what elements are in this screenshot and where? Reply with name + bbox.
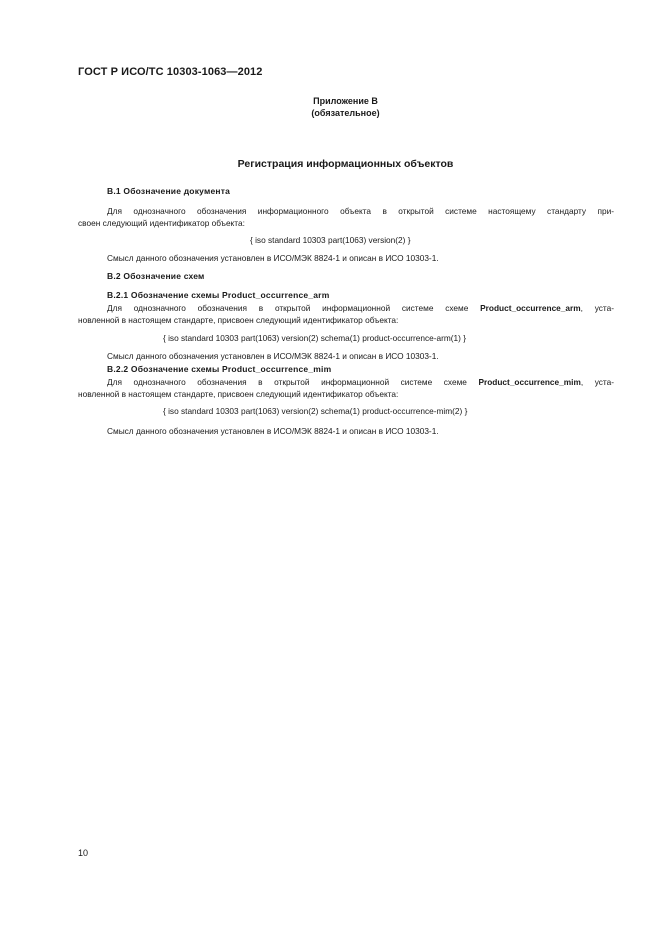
b22-paragraph-line1 <box>78 376 614 388</box>
page-number: 10 <box>78 848 89 858</box>
b21-paragraph-line2: новленной в настоящем стандарте, присвоен следующий идентификатор объекта: <box>78 315 399 325</box>
b1-paragraph <box>78 205 614 229</box>
annex-title: Приложение В <box>313 96 378 106</box>
b21-paragraph-pre: Для однозначного обозначения в открытой информационной системе схеме <box>107 303 481 313</box>
b22-heading: В.2.2 Обозначение схемы Product_occurrence_mim <box>107 364 332 374</box>
b22-paragraph-pre: Для однозначного обозначения в открытой информационной системе схеме <box>107 377 479 387</box>
b1-paragraph-line2: своен следующий идентификатор объекта: <box>78 218 245 228</box>
b2-heading: В.2 Обозначение схем <box>107 271 205 281</box>
b21-paragraph <box>78 302 614 326</box>
b21-paragraph-post: , уста- <box>580 303 614 313</box>
b1-identifier: { iso standard 10303 part(1063) version(2) } <box>250 235 411 245</box>
b22-schema-name: Product_occurrence_mim <box>478 377 581 387</box>
document-header: ГОСТ Р ИСО/ТС 10303-1063—2012 <box>78 66 263 78</box>
b21-paragraph-line1 <box>78 302 614 314</box>
b21-schema-name: Product_occurrence_arm <box>480 303 581 313</box>
b22-paragraph <box>78 376 614 400</box>
b1-heading: В.1 Обозначение документа <box>107 186 231 196</box>
annex-heading <box>0 95 661 119</box>
b22-meaning: Смысл данного обозначения установлен в ИСО/МЭК 8824-1 и описан в ИСО 10303-1. <box>107 426 439 436</box>
b22-paragraph-post: , уста- <box>580 377 614 387</box>
b21-identifier: { iso standard 10303 part(1063) version(2) schema(1) product-occurrence-arm(1) } <box>163 333 466 343</box>
annex-subtitle: (обязательное) <box>311 108 380 118</box>
section-title: Регистрация информационных объектов <box>237 158 454 170</box>
b22-identifier: { iso standard 10303 part(1063) version(2) schema(1) product-occurrence-mim(2) } <box>163 406 468 416</box>
b1-meaning: Смысл данного обозначения установлен в ИСО/МЭК 8824-1 и описан в ИСО 10303-1. <box>107 253 439 263</box>
b22-paragraph-line2: новленной в настоящем стандарте, присвоен следующий идентификатор объекта: <box>78 389 399 399</box>
b21-heading: В.2.1 Обозначение схемы Product_occurrence_arm <box>107 290 330 300</box>
b21-meaning: Смысл данного обозначения установлен в ИСО/МЭК 8824-1 и описан в ИСО 10303-1. <box>107 351 439 361</box>
b1-paragraph-line1: Для однозначного обозначения информационного объекта в открытой системе настоящему стандарту при- <box>107 206 614 216</box>
